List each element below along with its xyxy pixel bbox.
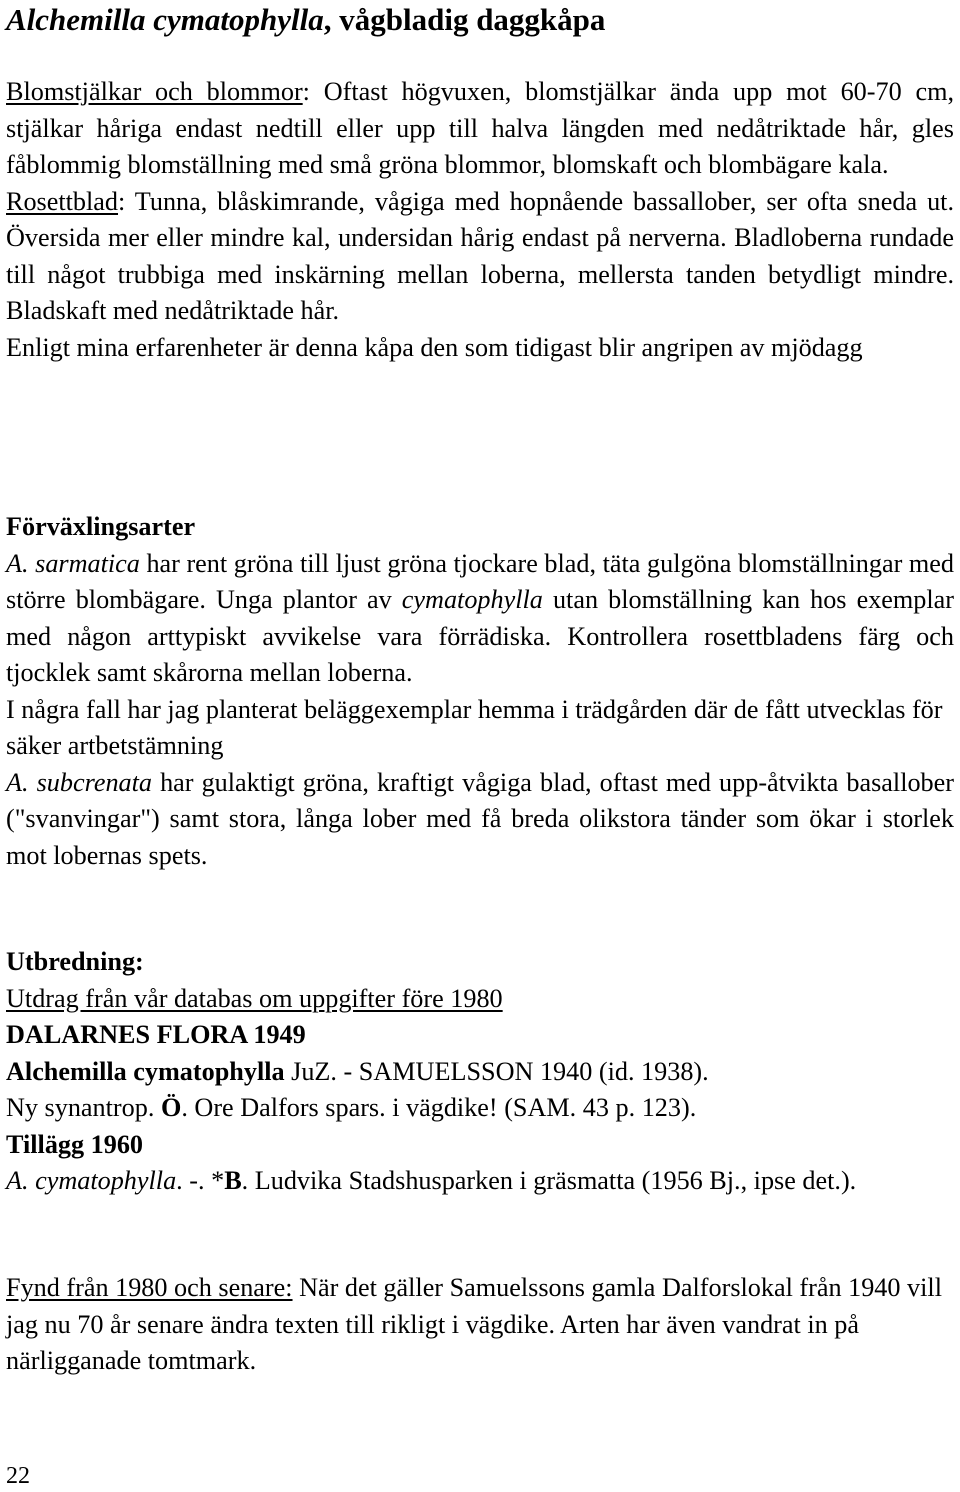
supplement-entry: A. cymatophylla. -. *B. Ludvika Stadshusparken i gräsmatta (1956 Bj., ipse det.). xyxy=(6,1166,857,1195)
page-title xyxy=(6,2,605,38)
flower-description: Blomstjälkar och blommor: Oftast högvuxen, blomstjälkar ända upp mot 60-70 cm, stjälkar håriga endast nedtill eller upp till halva längden med nedåtriktade hår, gles fåblommig blomställning med små gröna blommor, blomskaft och blombägare kala. xyxy=(6,77,954,179)
findings-section xyxy=(6,1270,954,1380)
rosette-label: Rosettblad xyxy=(6,186,119,216)
garden-note: I några fall har jag planterat beläggexemplar hemma i trädgården där de fått utvecklas för säker artbetstämning xyxy=(6,694,943,760)
species-name: Alchemilla cymatophylla xyxy=(6,2,324,37)
flower-text: Oftast högvuxen, blomstjälkar ända upp mot 60-70 cm, stjälkar håriga endast nedtill eller upp till halva längden med nedåtriktade hår, gles fåblommig blomställning med små gröna blommor, blomskaft och blombägare kala. xyxy=(6,77,954,179)
supplement-heading: Tillägg 1960 xyxy=(6,1129,144,1159)
confusion-heading: Förväxlingsarter xyxy=(6,512,196,541)
findings-label: Fynd från 1980 och senare: xyxy=(6,1273,293,1302)
rosette-description xyxy=(6,184,954,330)
common-name: , vågbladig daggkåpa xyxy=(323,2,606,37)
distribution-heading: Utbredning: xyxy=(6,947,144,976)
subcrenata-paragraph: A. subcrenata har gulaktigt gröna, kraftigt vågiga blad, oftast med upp-åtvikta basallober ("svanvingar") samt stora, långa lober med få breda olikstora tänder som ökar i storlek mot lobernas spets. xyxy=(6,767,954,870)
findings-paragraph: Fynd från 1980 och senare: När det gäller Samuelssons gamla Dalforslokal från 1940 vill jag nu 70 år senare ändra texten till rikligt i vägdike. Arten har även vandrat in på närligganade tomtmark. xyxy=(6,1273,942,1375)
subcrenata-name: subcrenata xyxy=(28,767,153,797)
distribution-section xyxy=(6,944,954,1200)
description-section xyxy=(6,74,954,366)
flora-heading: DALARNES FLORA 1949 xyxy=(6,1020,306,1049)
page-number: 22 xyxy=(6,1463,30,1489)
database-subheading: Utdrag från vår databas om uppgifter före 1980 xyxy=(6,983,503,1013)
confusion-species-section xyxy=(6,509,954,874)
cymatophylla-name: cymatophylla xyxy=(401,585,543,614)
mildew-note: Enligt mina erfarenheter är denna kåpa den som tidigast blir angripen av mjödagg xyxy=(6,332,863,362)
sarmatica-name: sarmatica xyxy=(28,548,140,578)
sarmatica-paragraph: A. sarmatica har rent gröna till ljust gröna tjockare blad, täta gulgöna blomställningar med större blombägare. Unga plantor av cymatophylla utan blomställning kan hos exemplar med någon arttypiskt avvikelse vara förrädiska. Kontrollera rosettbladens färg och tjocklek samt skårorna mellan loberna. xyxy=(6,548,954,687)
flora-entry: Alchemilla cymatophylla JuZ. - SAMUELSSON 1940 (id. 1938). xyxy=(6,1056,709,1086)
rosette-text: : Tunna, blåskimrande, vågiga med hopnående bassallober, ser ofta sneda ut. Översida mer eller mindre kal, undersidan hårig endast på nerverna. Bladloberna rundade till något trubbiga med inskärning mellan loberna, mellersta tanden betydligt mindre. Bladskaft med nedåtriktade hår. xyxy=(6,186,954,325)
synantrop-entry: Ny synantrop. Ö. Ore Dalfors spars. i vägdike! (SAM. 43 p. 123). xyxy=(6,1093,697,1122)
flower-label: Blomstjälkar och blommor xyxy=(6,77,303,106)
